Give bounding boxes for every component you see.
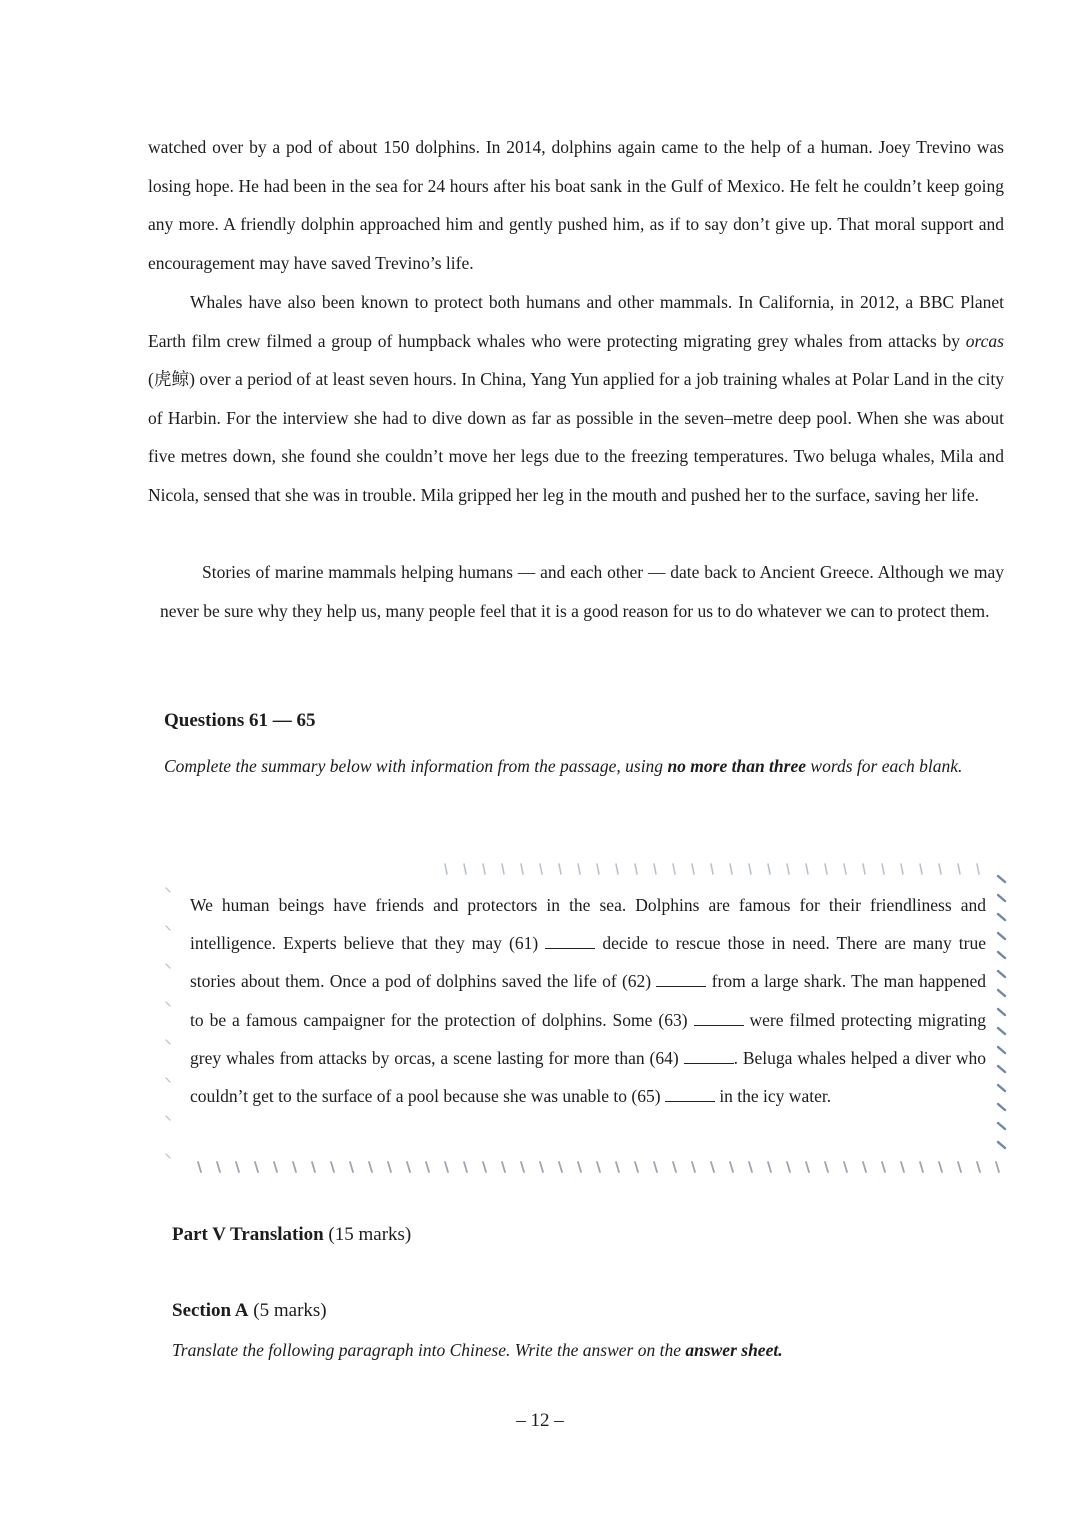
questions-instruction: [164, 747, 1006, 785]
part-v-title-bold: Part V Translation: [172, 1224, 324, 1245]
passage-paragraph-1: watched over by a pod of about 150 dolphins. In 2014, dolphins again came to the help of a human. Joey Trevino was losing hope. He had been in the sea for 24 hours after his boat sank in the Gulf of Mexico. He felt he couldn’t keep going any more. A friendly dolphin approached him and gently pushed him, as if to say don’t give up. That moral support and encouragement may have saved Trevino’s life.: [148, 137, 1004, 273]
blank-65-label: (65): [631, 1086, 661, 1107]
part-v-marks: (15 marks): [323, 1224, 412, 1245]
blank-62-label: (62): [621, 971, 652, 992]
answer-sheet-bold: answer sheet.: [685, 1340, 783, 1360]
paragraph-2-text-a: Whales have also been known to protect both humans and other mammals. In California, in 2012, a BBC Planet Earth film crew filmed a group of humpback whales who were protecting migrating grey whales from attacks by: [148, 292, 1004, 351]
blank-63-label: (63): [658, 1009, 688, 1030]
paragraph-2-text-b: (虎鲸) over a period of at least seven hours. In China, Yang Yun applied for a job training whales at Polar Land in the city of Harbin. For the interview she had to dive down as far as possible in the seven–metre deep pool. When she was about five metres down, she found she couldn’t move her legs due to the freezing temperatures. Two beluga whales, Mila and Nicola, sensed that she was in trouble. Mila gripped her leg in the mouth and pushed her to the surface, saving her life.: [148, 369, 1004, 505]
section-a-title: [172, 1300, 327, 1322]
part-v-title: [172, 1224, 411, 1246]
blank-64-label: (64): [649, 1047, 679, 1068]
instruction-bold: no more than three: [667, 756, 807, 776]
passage-paragraph-3: Stories of marine mammals helping humans — and each other — date back to Ancient Greece. Although we may never be sure why they help us, many people feel that it is a good reason for us to do whatever we can to protect them.: [160, 562, 1004, 621]
instruction-text-a: Complete the summary below with information from the passage, using: [164, 756, 668, 776]
blank-65[interactable]: [665, 1087, 715, 1102]
blank-63[interactable]: [694, 1011, 744, 1026]
section-a-title-bold: Section A: [172, 1300, 249, 1321]
summary-text: [190, 886, 986, 1115]
page-number: – 12 –: [516, 1410, 564, 1431]
orcas-italic: orcas: [965, 330, 1004, 351]
summary-box: [160, 858, 1016, 1180]
summary-seg-6: in the icy water.: [714, 1086, 832, 1107]
summary-seg-5: . Beluga whales helped a diver who couldn’t get to the surface of a pool because she was unable to: [190, 1047, 986, 1107]
section-a-instr-text: Translate the following paragraph into Chinese. Write the answer on the: [172, 1340, 686, 1360]
blank-64[interactable]: [684, 1049, 734, 1064]
section-a-instruction: [172, 1340, 783, 1361]
blank-61[interactable]: [545, 934, 595, 949]
summary-seg-4: were filmed protecting migrating grey whales from attacks by orcas, a scene lasting for more than: [190, 1009, 986, 1068]
section-a-marks: (5 marks): [248, 1300, 327, 1321]
summary-seg-2: decide to rescue those in need. There are many true stories about them. Once a pod of dolphins saved the life of: [190, 933, 986, 992]
summary-seg-3: from a large shark. The man happened to be a famous campaigner for the protection of dolphins. Some: [190, 971, 987, 1030]
summary-seg-1: We human beings have friends and protectors in the sea. Dolphins are famous for their friendliness and intelligence. Experts believe that they may: [190, 895, 986, 954]
blank-62[interactable]: [656, 972, 706, 987]
passage-paragraph-2: [148, 283, 1004, 515]
instruction-text-b: words for each blank.: [806, 756, 963, 776]
questions-heading: Questions 61 — 65: [164, 710, 316, 731]
blank-61-label: (61): [509, 933, 539, 954]
